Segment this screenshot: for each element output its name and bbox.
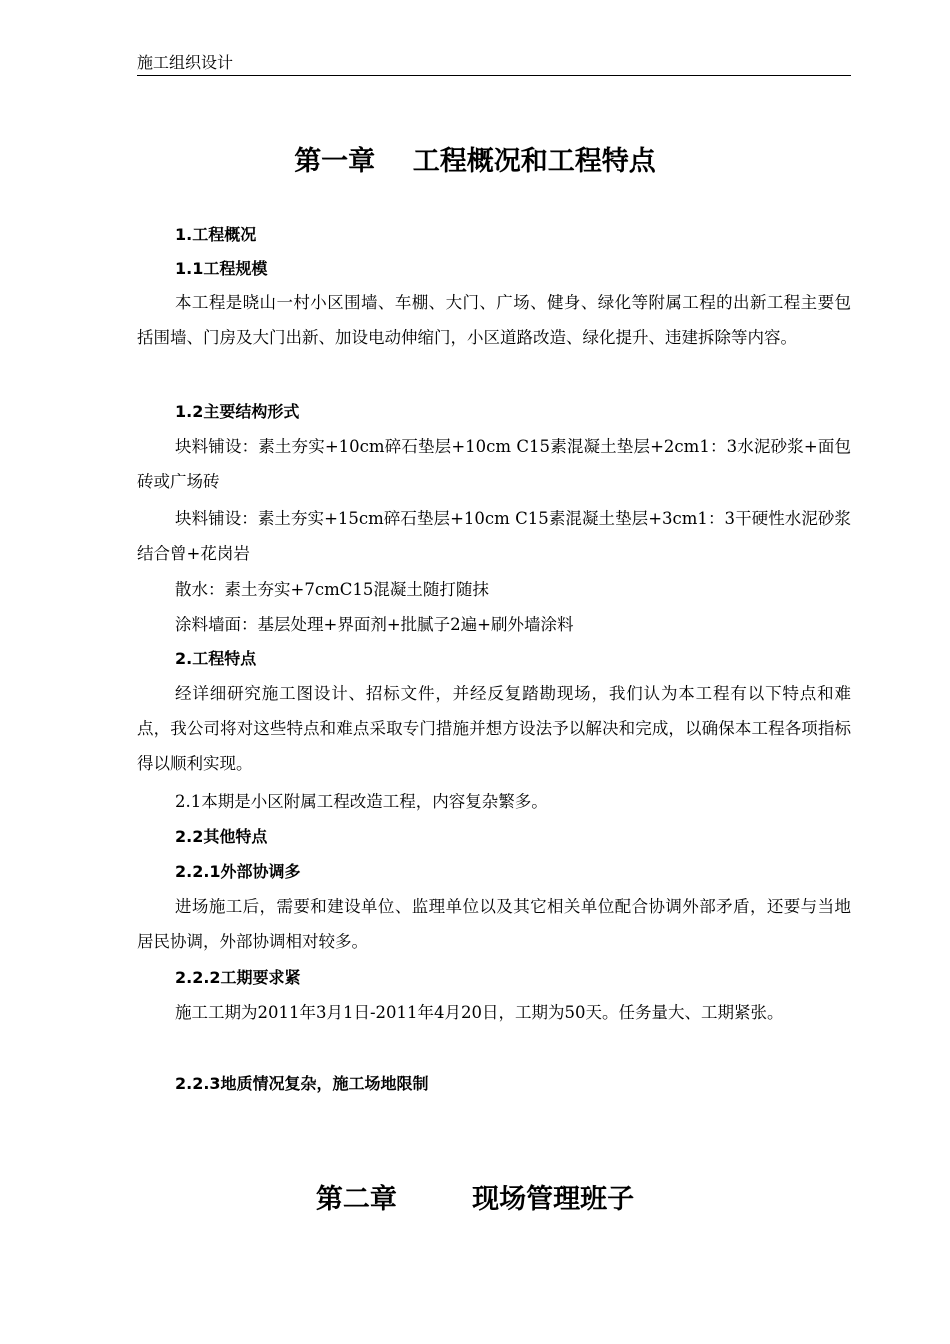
- header-rule: [137, 75, 851, 76]
- section-2-2-2-heading: 2.2.2工期要求紧: [175, 968, 301, 987]
- section-1-1-heading: 1.1工程规模: [175, 259, 268, 278]
- structure-item-paving-1: 块料铺设：素土夯实+10cm碎石垫层+10cm C15素混凝土垫层+2cm1：3水泥砂浆+面包砖或广场砖: [137, 437, 851, 491]
- section-2-heading: 2.工程特点: [175, 649, 257, 668]
- chapter-2-title: 第二章 现场管理班子: [315, 1184, 635, 1215]
- section-1-heading: 1.工程概况: [175, 225, 257, 244]
- section-2-2-2-paragraph: 施工工期为2011年3月1日-2011年4月20日，工期为50天。任务量大、工期紧张。: [175, 1003, 784, 1022]
- structure-item-paving-2: 块料铺设：素土夯实+15cm碎石垫层+10cm C15素混凝土垫层+3cm1：3干硬性水泥砂浆结合曾+花岗岩: [137, 509, 851, 563]
- section-2-2-1-heading: 2.2.1外部协调多: [175, 862, 301, 881]
- section-2-1-paragraph: 2.1本期是小区附属工程改造工程，内容复杂繁多。: [175, 792, 548, 811]
- section-2-2-heading: 2.2其他特点: [175, 827, 268, 846]
- running-header: 施工组织设计: [137, 53, 234, 72]
- section-2-2-3-heading: 2.2.3地质情况复杂，施工场地限制: [175, 1074, 429, 1093]
- chapter-1-title: 第一章 工程概况和工程特点: [294, 146, 656, 177]
- structure-item-apron: 散水：素土夯实+7cmC15混凝土随打随抹: [175, 580, 489, 599]
- section-2-paragraph: 经详细研究施工图设计、招标文件，并经反复踏勘现场，我们认为本工程有以下特点和难点，我公司将对这些特点和难点采取专门措施并想方设法予以解决和完成，以确保本工程各项指标得以顺利实现。: [137, 684, 851, 773]
- section-1-1-paragraph: 本工程是晓山一村小区围墙、车棚、大门、广场、健身、绿化等附属工程的出新工程主要包括围墙、门房及大门出新、加设电动伸缩门，小区道路改造、绿化提升、违建拆除等内容。: [137, 293, 851, 347]
- structure-item-wall-coating: 涂料墙面：基层处理+界面剂+批腻子2遍+刷外墙涂料: [175, 615, 574, 634]
- section-2-2-1-paragraph: 进场施工后，需要和建设单位、监理单位以及其它相关单位配合协调外部矛盾，还要与当地居民协调，外部协调相对较多。: [137, 897, 851, 951]
- section-1-2-heading: 1.2主要结构形式: [175, 402, 300, 421]
